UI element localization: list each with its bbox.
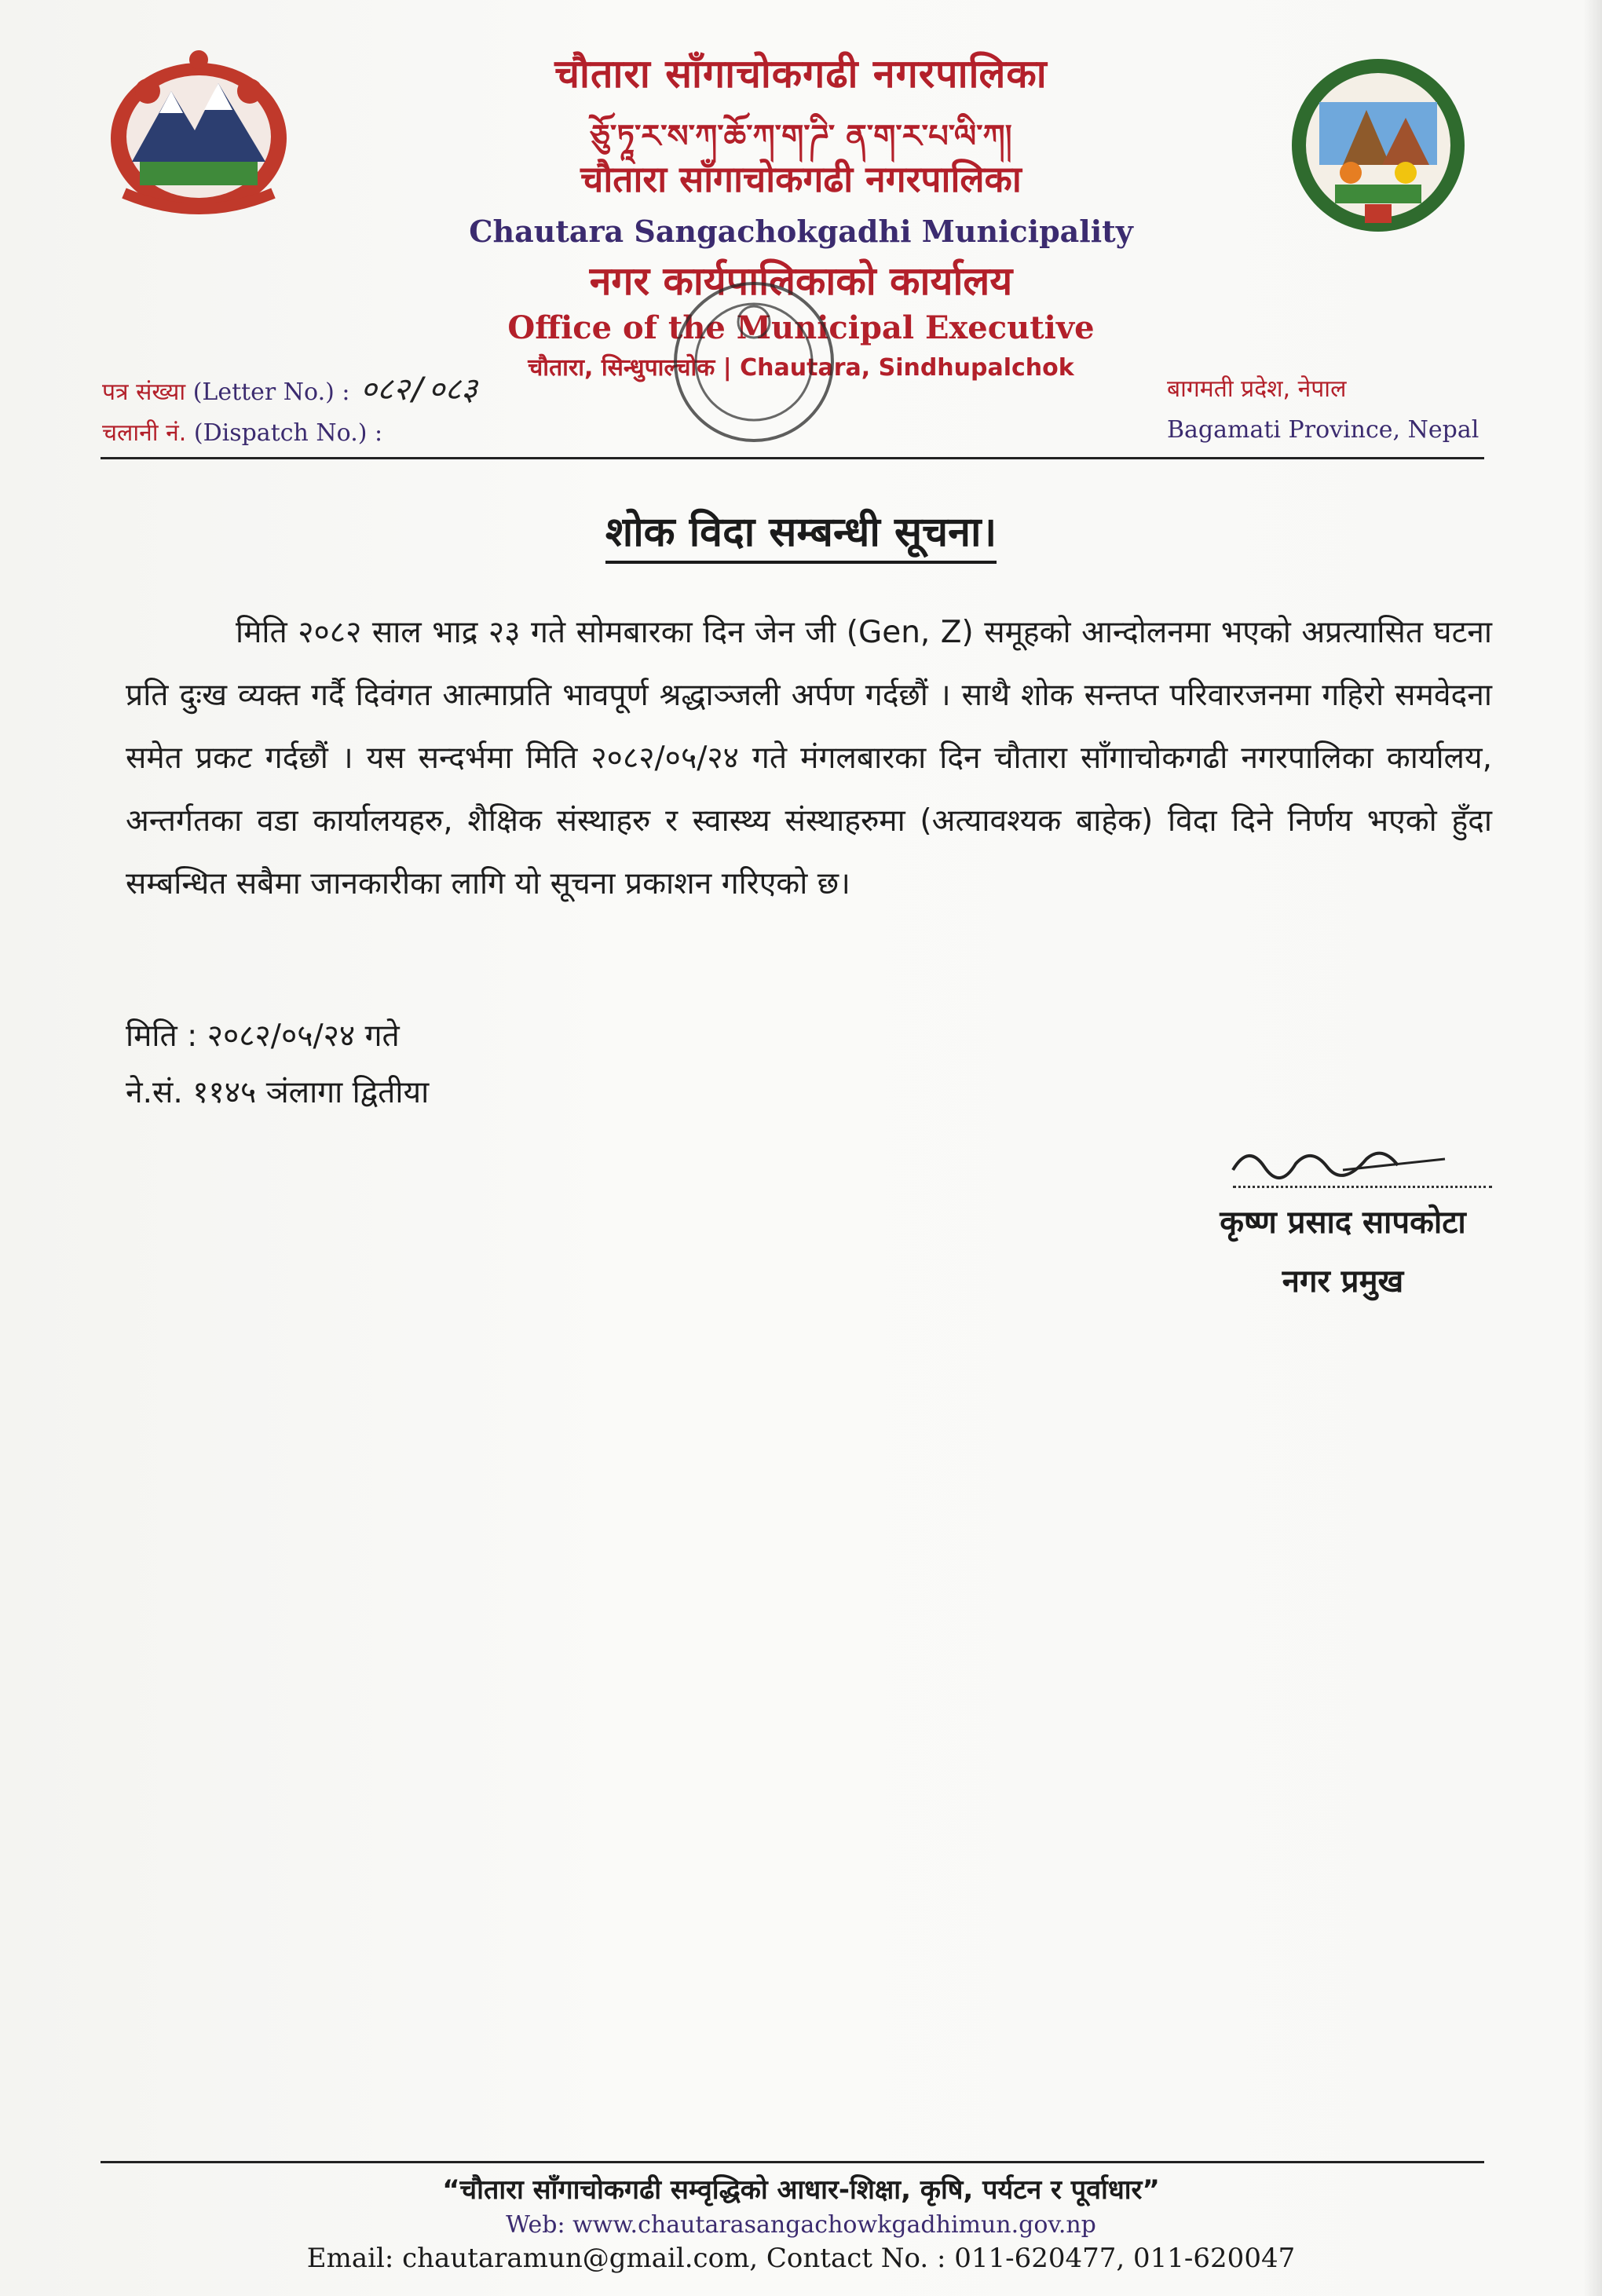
footer-divider (101, 2161, 1484, 2163)
notice-body: मिति २०८२ साल भाद्र २३ गते सोमबारका दिन जेन जी (Gen, Z) समूहको आन्दोलनमा भएको अप्रत्यासित घटना प्रति दुःख व्यक्त गर्दै दिवंगत आत्माप्रति भावपूर्ण श्रद्धाञ्जली अर्पण गर्दछौं । साथै शोक सन्तप्त परिवारजनमा गहिरो समवेदना समेत प्रकट गर्दछौं । यस सन्दर्भमा मिति २०८२/०५/२४ गते मंगलबारका दिन चौतारा साँगाचोकगढी नगरपालिका कार्यालय, अन्तर्गतका वडा कार्यालयहरु, शैक्षिक संस्थाहरु र स्वास्थ्य संस्थाहरुमा (अत्यावश्यक बाहेक) विदा दिने निर्णय भएको हुँदा सम्बन्धित सबैमा जानकारीका लागि यो सूचना प्रकाशन गरिएको छ। (126, 615, 1493, 901)
letter-number-label-en: (Letter No.) : (192, 378, 350, 406)
nepal-sambat-date: ने.सं. ११४५ ञंलागा द्वितीया (126, 1075, 430, 1110)
signatory-name: कृष्ण प्रसाद सापकोटा (1220, 1205, 1466, 1241)
municipality-name-nepali: चौतारा साँगाचोकगढी नगरपालिका (554, 51, 1048, 97)
notice-dates (126, 1008, 429, 1121)
province-nepali: बागमती प्रदेश, नेपाल (1167, 375, 1347, 403)
municipality-name-english: Chautara Sangachokgadhi Municipality (469, 214, 1133, 249)
header-divider (101, 457, 1484, 459)
office-address: चौतारा, सिन्धुपाल्चोक | Chautara, Sindhupalchok (528, 354, 1074, 382)
notice-date: मिति : २०८२/०५/२४ गते (126, 1018, 400, 1054)
notice-title-text: शोक विदा सम्बन्धी सूचना। (605, 509, 997, 564)
signature-scribble-icon (1186, 1135, 1500, 1183)
letter-meta (102, 369, 477, 454)
footer-website: Web: www.chautarasangachowkgadhimun.gov.np (506, 2211, 1096, 2239)
dispatch-number-label-en: (Dispatch No.) : (193, 419, 383, 447)
office-name-english: Office of the Municipal Executive (507, 309, 1095, 346)
footer-slogan: “चौतारा साँगाचोकगढी सम्वृद्धिको आधार-शिक्षा, कृषि, पर्यटन र पूर्वाधार” (442, 2174, 1160, 2206)
signature-line (1233, 1186, 1492, 1188)
letter-number-value: ०८२/०८३ (360, 371, 477, 408)
office-name-nepali: नगर कार्यपालिकाको कार्यालय (589, 258, 1013, 304)
letter-number-row (102, 369, 477, 413)
municipality-name-script: चौतारा साँगाचोकगढी नगरपालिका (580, 158, 1022, 200)
office-stamp-icon (652, 272, 856, 452)
page-edge-shadow (1583, 0, 1602, 2296)
letter-number-label-np: पत्र संख्या (102, 378, 186, 406)
municipality-name-tibetan: ཅོུ་ཏཱ་ར་ས་ཀ་ཆོ་ཀ་ག་ཌི་ ན་ག་ར་པ་ལི་ཀ། (590, 119, 1012, 155)
signatory-title: नगर प्रमुख (1282, 1263, 1404, 1300)
dispatch-number-label-np: चलानी नं. (102, 419, 187, 447)
signature-block (1186, 1135, 1500, 1301)
notice-title (0, 503, 1602, 558)
dispatch-number-row (102, 413, 477, 454)
province-english: Bagamati Province, Nepal (1167, 416, 1479, 444)
province-block (1167, 369, 1497, 451)
footer-contact: Email: chautaramun@gmail.com, Contact No. : 011-620477, 011-620047 (306, 2243, 1296, 2274)
